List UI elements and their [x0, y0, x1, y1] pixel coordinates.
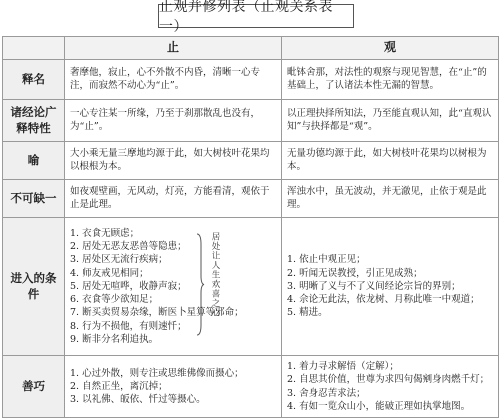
- list-item: 8. 行为不损他，有则速忏；: [70, 320, 187, 332]
- list-item: 3. 以礼佛、皈依、忏过等摄心。: [70, 394, 206, 406]
- zhi-cell: 奢摩他，寂止，心不外散不内昏，清晰一心专注，而寂然不动心为“止”。: [65, 60, 282, 100]
- zhi-cell: [65, 356, 282, 418]
- guan-cell: 浑浊水中，虽无波动，并无澈见，止依于观是此理。: [282, 180, 499, 218]
- list-item: 3. 明晰了义与不了义间经论宗旨的界别；: [287, 280, 461, 292]
- row-label: 诸经论广释特性: [3, 100, 65, 142]
- zhi-guan-table: [2, 36, 499, 418]
- list-item: 1. 依止中观正见；: [287, 254, 366, 266]
- zhi-cell: 一心专注某一所缘，乃至于刹那散乱也没有，为“止”。: [65, 100, 282, 142]
- guan-cell: 以正理抉择所知法，乃至能直观认知，此“直观认知”与抉择都是“观”。: [282, 100, 499, 142]
- list-item: 2. 自然正坐，离沉掉；: [70, 380, 168, 392]
- list-item: 3. 居处区无流行疾病；: [70, 254, 168, 266]
- list-item: 1. 心过外散，则专注或思维佛像而摄心；: [70, 367, 244, 379]
- guan-cell: 毗钵舍那，对法性的观察与现见智慧，在“止”的基础上，了认诸法本性无漏的智慧。: [282, 60, 499, 100]
- guan-cell: 无量功德均源于此，如大树枝叶花果均以树根为本。: [282, 142, 499, 180]
- list-item: 5. 居处无喧哗，收静声寂；: [70, 280, 187, 292]
- header-row: [3, 37, 499, 60]
- table-row: [3, 218, 499, 356]
- column-header-guan: 观: [282, 37, 499, 60]
- list-item: 4. 师友戒见相同；: [70, 267, 149, 279]
- skill-list: [70, 367, 276, 407]
- table-row: [3, 142, 499, 180]
- list-item: 2. 自思其价值，世尊为求四句偈剜身肉燃千灯；: [287, 374, 490, 386]
- row-label: 释名: [3, 60, 65, 100]
- row-label: 喻: [3, 142, 65, 180]
- brace-note: 居处让人生欢喜之心: [210, 232, 220, 318]
- curly-brace-icon: [195, 232, 205, 337]
- table-row: [3, 356, 499, 418]
- list-item: 4. 佘论无此法，依龙树、月称此唯一中观道；: [287, 294, 480, 306]
- table-row: [3, 100, 499, 142]
- list-item: 2. 听闻无误教授，引正见成熟；: [287, 267, 423, 279]
- zhi-cell: 大小乘无量三摩地均源于此，如大树枝叶花果均以根根为本。: [65, 142, 282, 180]
- table-row: [3, 60, 499, 100]
- row-label: 进入的条件: [3, 218, 65, 356]
- brace-annotation: [195, 232, 225, 337]
- guan-cell: [282, 356, 499, 418]
- table-title: 止观并修列表（止观关系表一）: [158, 4, 354, 28]
- row-label: 不可缺一: [3, 180, 65, 218]
- list-item: 9. 断非分名利追执。: [70, 334, 159, 346]
- list-item: 3. 舍身忍苦求法；: [287, 387, 366, 399]
- column-header-zhi: 止: [65, 37, 282, 60]
- list-item: 1. 着力寻求解悟（定解）；: [287, 360, 399, 372]
- zhi-cell: 如夜观壁画，无风动，灯亮，方能看清，观依于止是此理。: [65, 180, 282, 218]
- corner-cell: [3, 37, 65, 60]
- list-item: 1. 衣食无顾虑；: [70, 227, 140, 239]
- table-row: [3, 180, 499, 218]
- list-item: 4. 有如一览众山小，能破正理如执掌地图。: [287, 400, 471, 412]
- row-label: 善巧: [3, 356, 65, 418]
- zhi-cell: [65, 218, 282, 356]
- condition-list: [287, 253, 493, 319]
- list-item: 2. 居处无恶友恶兽等隐患；: [70, 240, 187, 252]
- guan-cell: [282, 218, 499, 356]
- condition-list: [70, 227, 276, 347]
- list-item: 7. 断买卖贸易杂缘，断医卜星算等邪命；: [70, 307, 244, 319]
- list-item: 6. 衣食等少欲知足；: [70, 294, 159, 306]
- skill-list: [287, 360, 493, 413]
- list-item: 5. 精进。: [287, 307, 328, 319]
